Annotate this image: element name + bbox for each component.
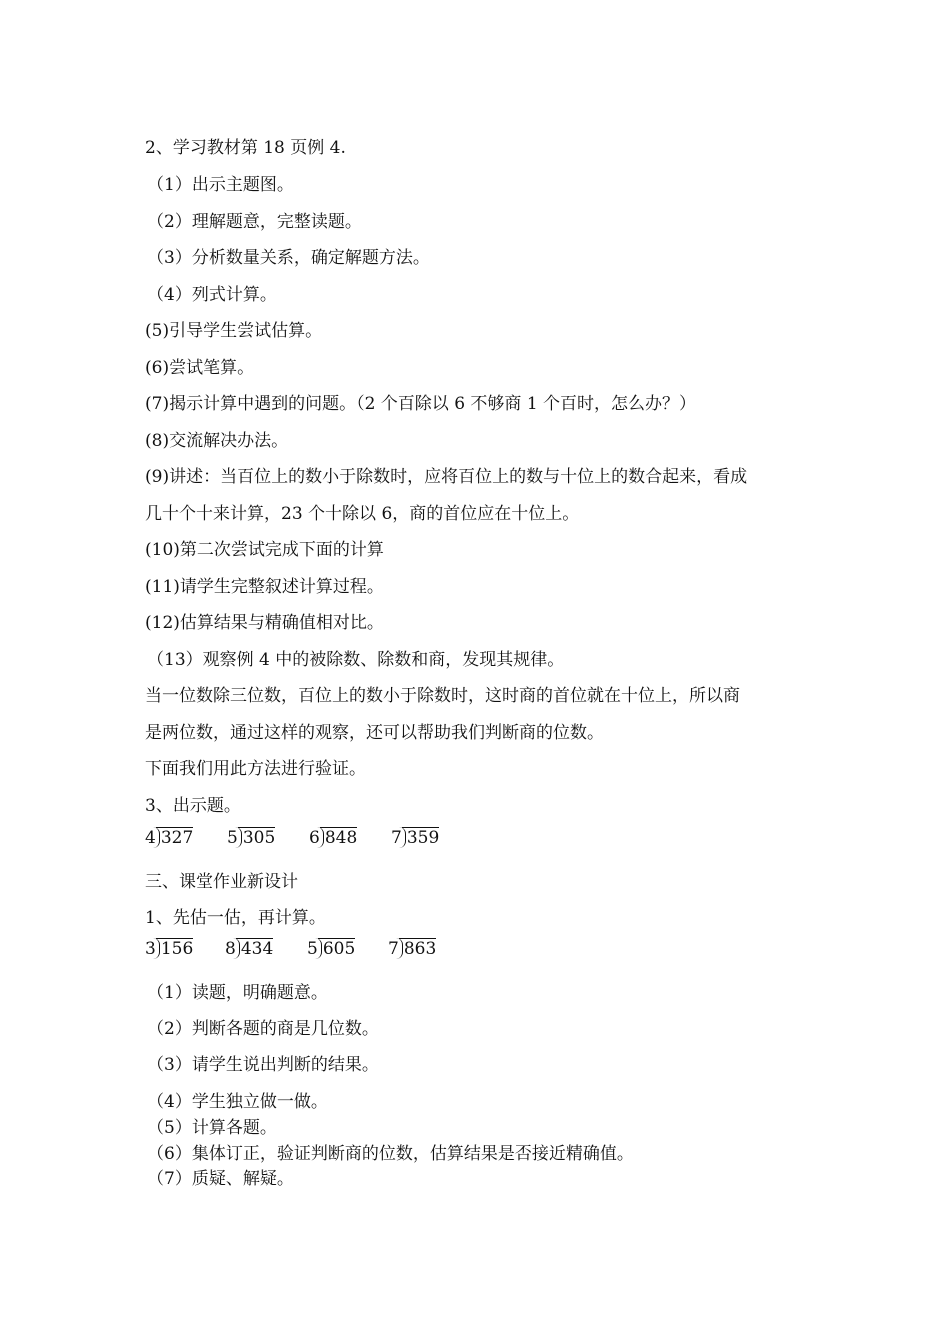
step-9-line-2: 几十个十来计算，23 个十除以 6，商的首位应在十位上。 [145,504,580,524]
long-division-problem [227,827,275,848]
hw-step-4: （4）学生独立做一做。 [147,1092,328,1112]
hw-step-1: （1）读题，明确题意。 [147,983,328,1003]
dividend: 605 [318,938,355,959]
divisor: 6 [309,828,320,848]
step-2: （2）理解题意，完整读题。 [147,212,362,232]
step-1: （1）出示主题图。 [147,175,294,195]
divisor: 5 [307,939,318,959]
verify-sentence: 下面我们用此方法进行验证。 [145,759,366,779]
step-11: (11)请学生完整叙述计算过程。 [145,577,384,597]
divisor: 5 [227,828,238,848]
divisor: 7 [391,828,402,848]
step-3: （3）分析数量关系，确定解题方法。 [147,248,430,268]
long-division-problem [391,827,439,848]
step-4: （4）列式计算。 [147,285,277,305]
dividend: 863 [399,938,436,959]
hw-step-3: （3）请学生说出判断的结果。 [147,1055,379,1075]
divisor: 8 [225,939,236,959]
section-3-heading: 3、出示题。 [145,796,241,816]
hw-step-7: （7）质疑、解疑。 [147,1169,294,1189]
step-5: (5)引导学生尝试估算。 [145,321,323,341]
step-7: (7)揭示计算中遇到的问题。（2 个百除以 6 不够商 1 个百时，怎么办？） [145,394,697,414]
homework-title: 三、课堂作业新设计 [145,872,298,892]
dividend: 848 [320,827,357,848]
rule-paragraph-line-2: 是两位数，通过这样的观察，还可以帮助我们判断商的位数。 [145,723,604,743]
dividend: 327 [156,827,193,848]
hw-step-2: （2）判断各题的商是几位数。 [147,1019,379,1039]
step-8: (8)交流解决办法。 [145,431,289,451]
long-division-problem [388,938,436,959]
step-10: (10)第二次尝试完成下面的计算 [145,540,384,560]
step-6: (6)尝试笔算。 [145,358,255,378]
long-division-problem [145,938,193,959]
dividend: 305 [238,827,275,848]
step-13: （13）观察例 4 中的被除数、除数和商，发现其规律。 [147,650,565,670]
long-division-problem [145,827,193,848]
divisor: 4 [145,828,156,848]
dividend: 434 [236,938,273,959]
dividend: 156 [156,938,193,959]
long-division-problem [309,827,357,848]
long-division-problem [307,938,355,959]
section-2-heading: 2、学习教材第 18 页例 4. [145,138,346,158]
rule-paragraph-line-1: 当一位数除三位数，百位上的数小于除数时，这时商的首位就在十位上，所以商 [145,686,740,706]
homework-task-1: 1、先估一估，再计算。 [145,908,326,928]
divisor: 3 [145,939,156,959]
step-9-line-1: (9)讲述：当百位上的数小于除数时，应将百位上的数与十位上的数合起来，看成 [145,467,748,487]
step-12: (12)估算结果与精确值相对比。 [145,613,384,633]
divisor: 7 [388,939,399,959]
hw-step-6: （6）集体订正，验证判断商的位数，估算结果是否接近精确值。 [147,1144,634,1164]
dividend: 359 [402,827,439,848]
long-division-problem [225,938,273,959]
hw-step-5: （5）计算各题。 [147,1118,277,1138]
